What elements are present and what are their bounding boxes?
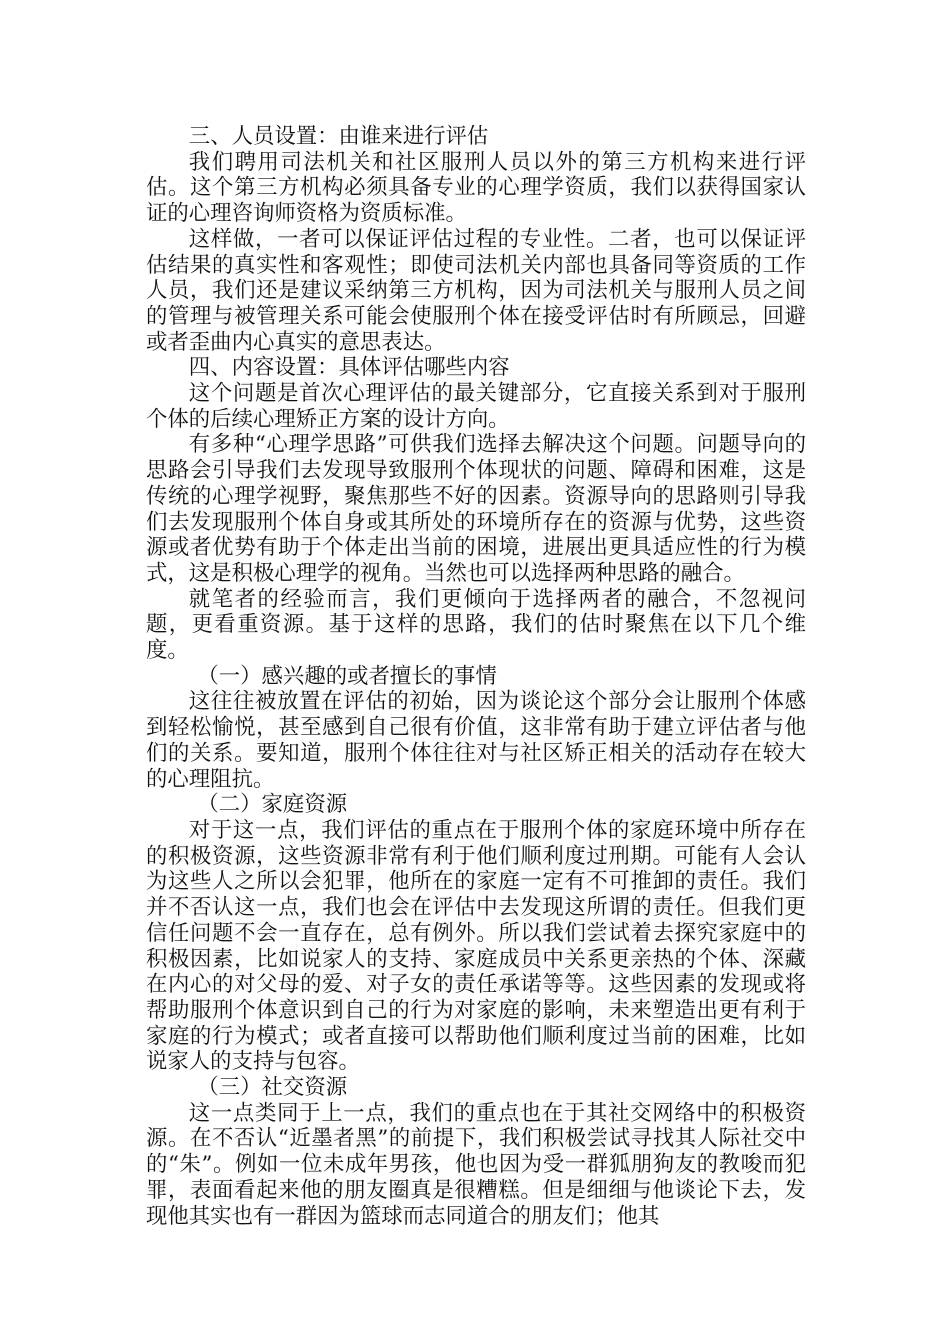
paragraph: 有多种“心理学思路”可供我们选择去解决这个问题。问题导向的思路会引导我们去发现导致服刑个体现状的问题、障碍和困难，这是传统的心理学视野，聚焦那些不好的因素。资源导向的思路则引导我们去发现服刑个体自身或其所处的环境所存在的资源与优势，这些资源或者优势有助于个体走出当前的困境，进展出更具适应性的行为模式，这是积极心理学的视角。当然也可以选择两种思路的融合。 [146, 432, 806, 586]
paragraph: 这往往被放置在评估的初始，因为谈论这个部分会让服刑个体感到轻松愉悦，甚至感到自己很有价值，这非常有助于建立评估者与他们的关系。要知道，服刑个体往往对与社区矫正相关的活动存在较大的心理阻抗。 [146, 689, 806, 792]
subsection-heading: （一）感兴趣的或者擅长的事情 [197, 663, 497, 689]
section-heading: 三、人员设置：由谁来进行评估 [188, 124, 489, 149]
section-heading: 四、内容设置：具体评估哪些内容 [188, 355, 510, 381]
paragraph: 我们聘用司法机关和社区服刑人员以外的第三方机构来进行评估。这个第三方机构必须具备专业的心理学资质，我们以获得国家认证的心理咨询师资格为资质标准。 [146, 149, 806, 227]
subsection-heading: （二）家庭资源 [197, 792, 348, 818]
paragraph: 这一点类同于上一点，我们的重点也在于其社交网络中的积极资源。在不否认“近墨者黑”的前提下，我们积极尝试寻找其人际社交中的“朱”。例如一位未成年男孩，他也因为受一群狐朋狗友的教唆而犯罪，表面看起来他的朋友圈真是很糟糕。但是细细与他谈论下去，发现他其实也有一群因为篮球而志同道合的朋友们；他其 [146, 1100, 806, 1229]
paragraph: 这个问题是首次心理评估的最关键部分，它直接关系到对于服刑个体的后续心理矫正方案的设计方向。 [146, 381, 806, 432]
paragraph: 这样做，一者可以保证评估过程的专业性。二者，也可以保证评估结果的真实性和客观性；即使司法机关内部也具备同等资质的工作人员，我们还是建议采纳第三方机构，因为司法机关与服刑人员之间的管理与被管理关系可能会使服刑个体在接受评估时有所顾忌，回避或者歪曲内心真实的意思表达。 [146, 226, 806, 355]
paragraph: 就笔者的经验而言，我们更倾向于选择两者的融合，不忽视问题，更看重资源。基于这样的思路，我们的估时聚焦在以下几个维度。 [146, 586, 806, 664]
document-page [146, 124, 806, 1229]
paragraph: 对于这一点，我们评估的重点在于服刑个体的家庭环境中所存在的积极资源，这些资源非常有利于他们顺利度过刑期。可能有人会认为这些人之所以会犯罪，他所在的家庭一定有不可推卸的责任。我们并不否认这一点，我们也会在评估中去发现这所谓的责任。但我们更信任问题不会一直存在，总有例外。所以我们尝试着去探究家庭中的积极因素，比如说家人的支持、家庭成员中关系更亲热的个体、深藏在内心的对父母的爱、对子女的责任承诺等等。这些因素的发现或将帮助服刑个体意识到自己的行为对家庭的影响，未来塑造出更有利于家庭的行为模式；或者直接可以帮助他们顺利度过当前的困难，比如说家人的支持与包容。 [146, 817, 806, 1075]
subsection-heading: （三）社交资源 [197, 1075, 348, 1101]
